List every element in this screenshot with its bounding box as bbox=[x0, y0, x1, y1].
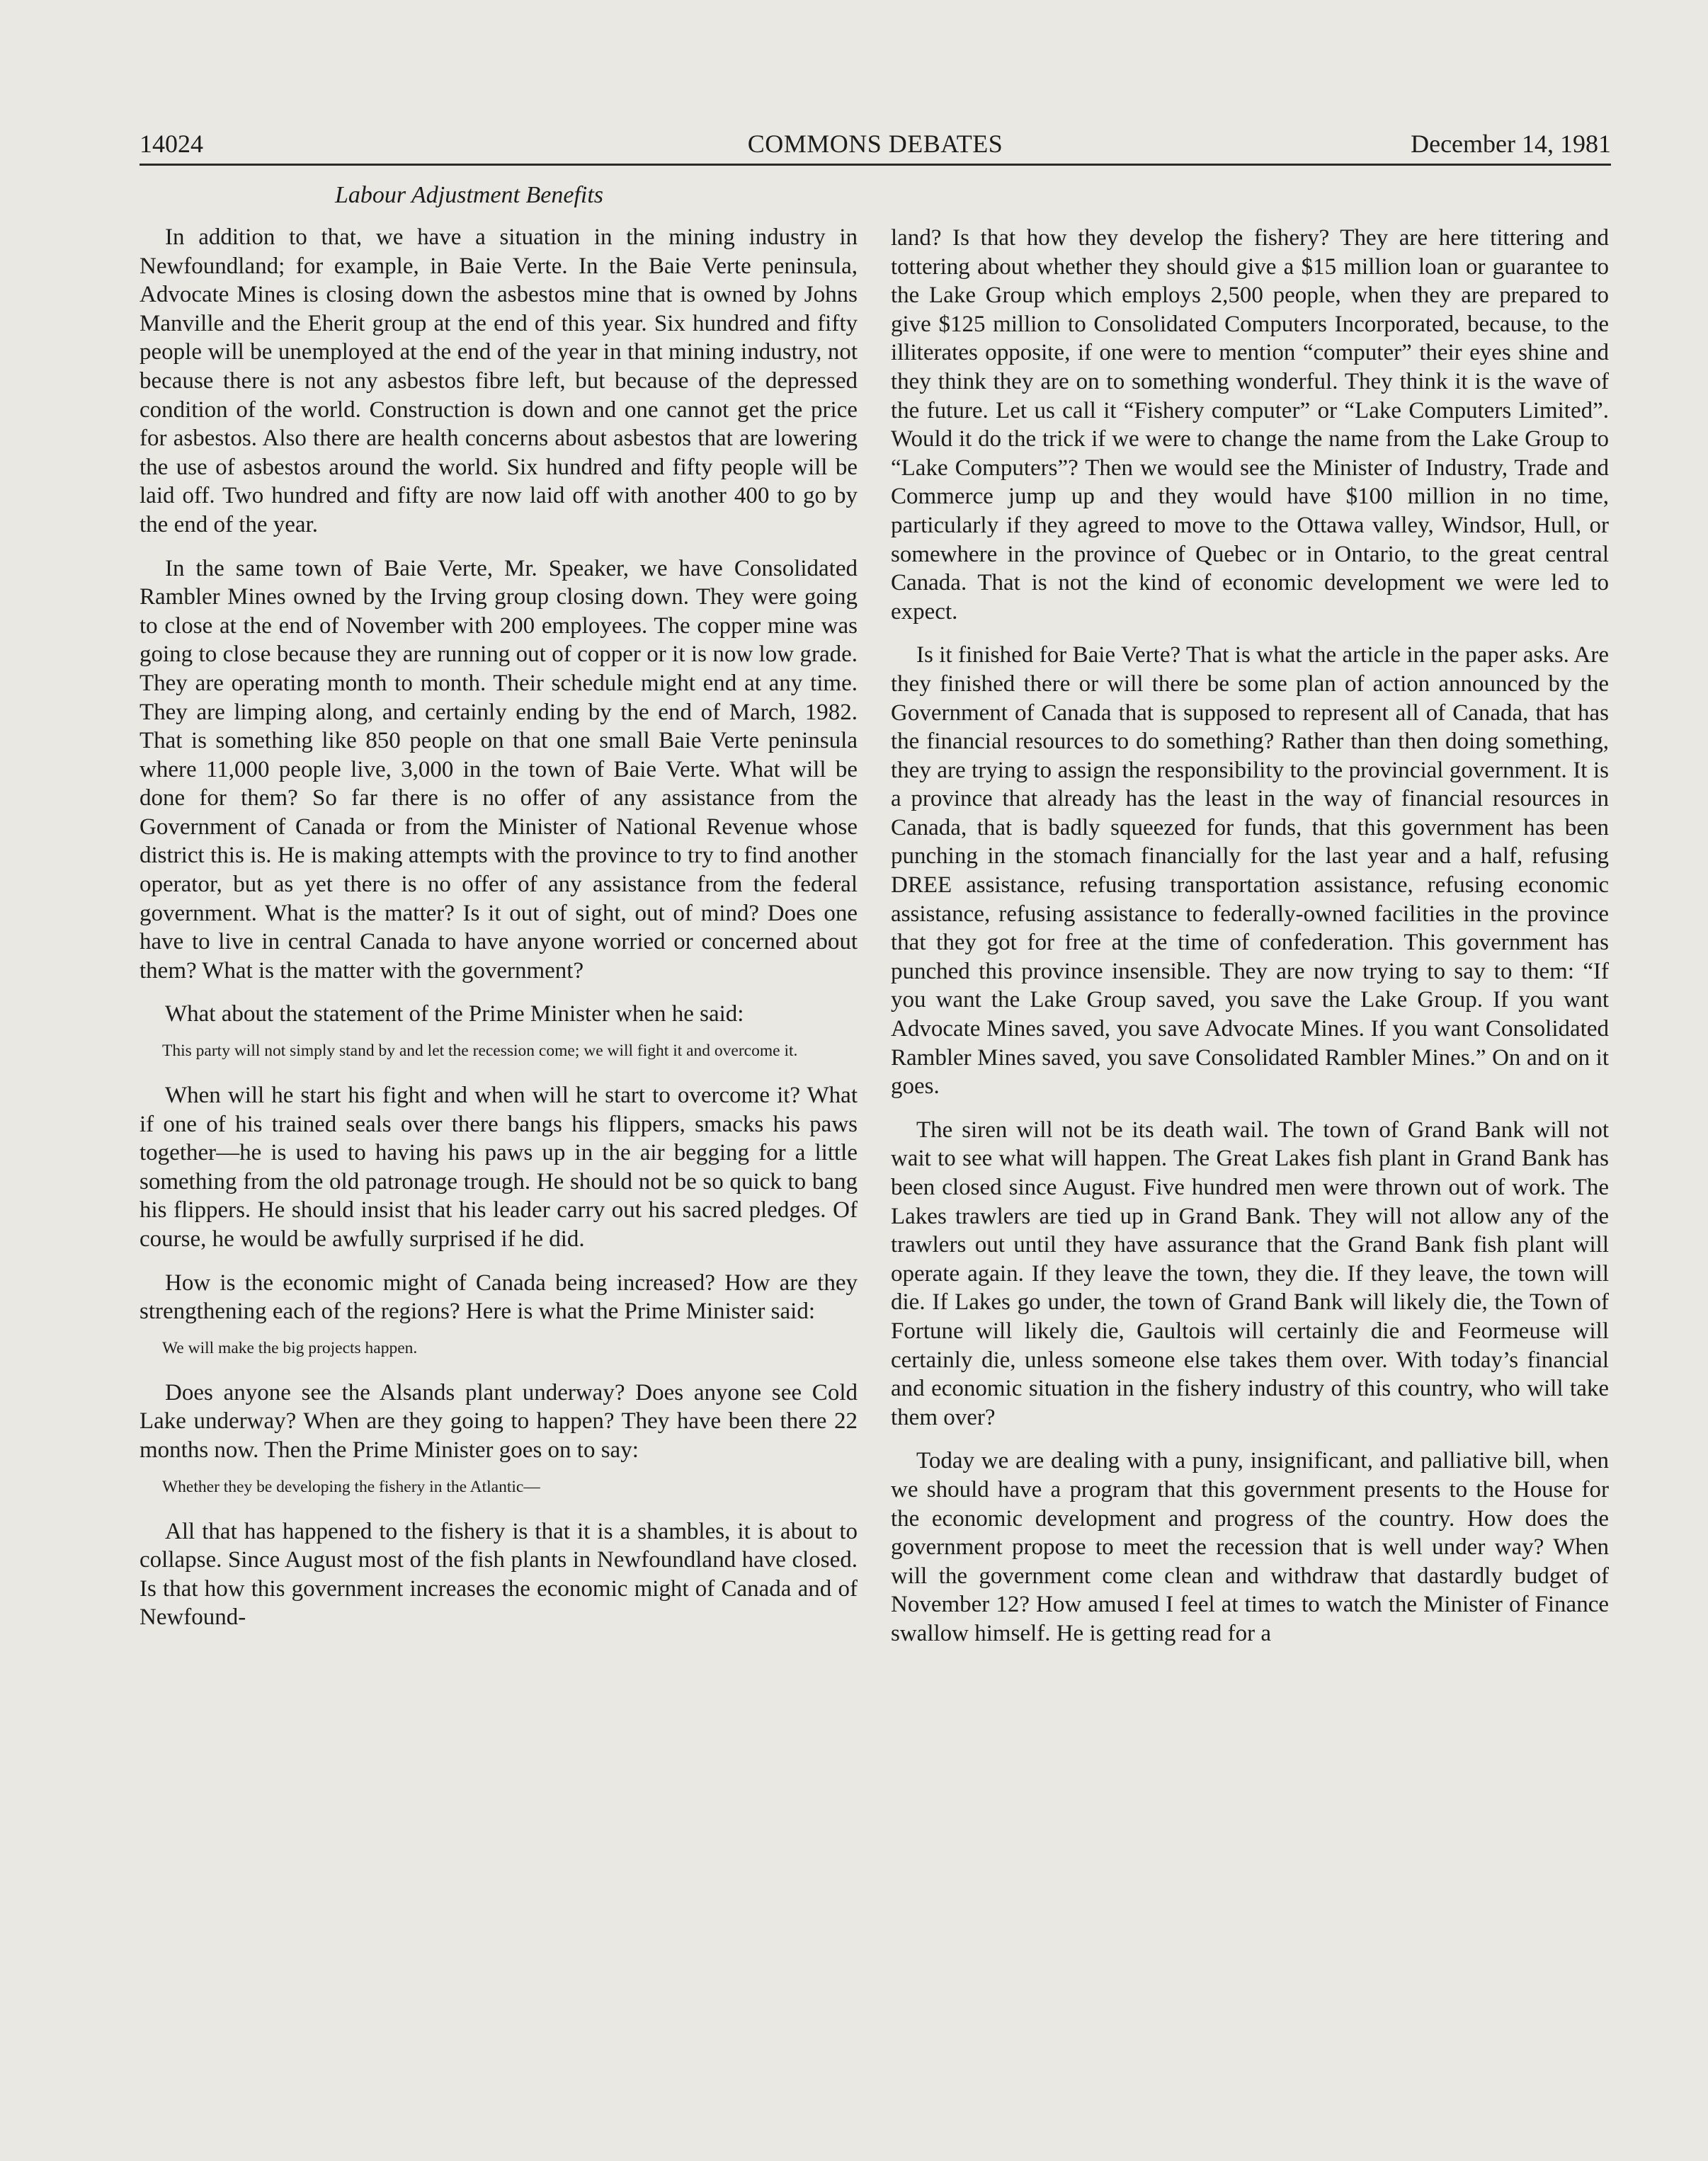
right-column bbox=[891, 224, 1609, 1663]
paragraph: When will he start his fight and when will he start to overcome it? What if one of his trained seals over there bangs his flippers, smacks his paws together—he is used to having his paws up in the air begging for a little something from the old patronage trough. He should not be so quick to bang his flippers. He should insist that his leader carry out his sacred pledges. Of course, he would be awfully surprised if he did. bbox=[140, 1083, 858, 1252]
block-quote: Whether they be developing the fishery in the Atlantic— bbox=[162, 1477, 540, 1496]
paragraph-continued: land? Is that how they develop the fishery? They are here tittering and tottering about whether they should give a $15 million loan or guarantee to the Lake Group which employs 2,500 people, when they are prepared to give $125 million to Consolidated Computers Incorporated, because, to the illiterates opposite, if one were to mention “computer” their eyes shine and they think they are on to something wonderful. They think it is the wave of the future. Let us call it “Fishery computer” or “Lake Computers Limited”. Would it do the trick if we were to change the name from the Lake Group to “Lake Computers”? Then we would see the Minister of Industry, Trade and Commerce jump up and they would have $100 million in no time, particularly if they agreed to move to the Ottawa valley, Windsor, Hull, or somewhere in the province of Quebec or in Ontario, to the great central Canada. That is not the kind of economic development we were led to expect. bbox=[891, 225, 1609, 625]
paragraph: Today we are dealing with a puny, insignificant, and palliative bill, when we should have a program that this government presents to the House for the economic development and progress of the country. How does the government propose to meet the recession that is well under way? When will the government come clean and withdraw that dastardly budget of November 12? How amused I feel at times to watch the Minister of Finance swallow himself. He is getting read for a bbox=[891, 1448, 1609, 1646]
page-number: 14024 bbox=[140, 130, 203, 158]
paragraph: Does anyone see the Alsands plant underway? Does anyone see Cold Lake underway? When are they going to happen? They have been there 22 months now. Then the Prime Minister goes on to say: bbox=[140, 1379, 858, 1463]
paragraph: In addition to that, we have a situation in the mining industry in Newfoundland; for example, in Baie Verte. In the Baie Verte peninsula, Advocate Mines is closing down the asbestos mine that is owned by Johns Manville and the Eherit group at the end of this year. Six hundred and fifty people will be unemployed at the end of the year in that mining industry, not because there is not any asbestos fibre left, but because of the depressed condition of the world. Construction is down and one cannot get the price for asbestos. Also there are health concerns about asbestos that are lowering the use of asbestos around the world. Six hundred and fifty people will be laid off. Two hundred and fifty are now laid off with another 400 to go by the end of the year. bbox=[140, 224, 858, 537]
paragraph: All that has happened to the fishery is that it is a shambles, it is about to collapse. Since August most of the fish plants in Newfoundland have closed. Is that how this government increases the economic might of Canada and of Newfound- bbox=[140, 1518, 858, 1631]
publication-title: COMMONS DEBATES bbox=[747, 130, 1003, 158]
paragraph: What about the statement of the Prime Minister when he said: bbox=[165, 1001, 744, 1027]
left-column bbox=[140, 181, 858, 1647]
paragraph: Is it finished for Baie Verte? That is what the article in the paper asks. Are they finished there or will there be some plan of action announced by the Government of Canada that is supposed to represent all of Canada, that has the financial resources to do something? Rather than then doing something, they are trying to assign the responsibility to the provincial government. It is a province that already has the least in the way of financial resources in Canada, that is badly squeezed for funds, that this government has been punching in the stomach financially for the last year and a half, refusing DREE assistance, refusing transportation assistance, refusing economic assistance, refusing assistance to federally-owned facilities in the province that they got for free at the time of confederation. This government has punched this province insensible. They are now trying to say to them: “If you want the Lake Group saved, you save the Lake Group. If you want Advocate Mines saved, you save Advocate Mines. If you want Consolidated Rambler Mines saved, you save Consolidated Rambler Mines.” On and on it goes. bbox=[891, 642, 1609, 1100]
sitting-date: December 14, 1981 bbox=[1411, 130, 1611, 158]
paragraph: In the same town of Baie Verte, Mr. Speaker, we have Consolidated Rambler Mines owned by the Irving group closing down. They were going to close at the end of November with 200 employees. The copper mine was going to close because they are running out of copper or it is now low grade. They are operating month to month. Their schedule might end at any time. They are limping along, and certainly ending by the end of March, 1982. That is something like 850 people on that one small Baie Verte peninsula where 11,000 people live, 3,000 in the town of Baie Verte. What will be done for them? So far there is no offer of any assistance from the Government of Canada or from the Minister of National Revenue whose district this is. He is making attempts with the province to try to find another operator, but as yet there is no offer of any assistance from the federal government. What is the matter? Is it out of sight, out of mind? Does one have to live in central Canada to have anyone worried or concerned about them? What is the matter with the government? bbox=[140, 555, 858, 983]
running-head bbox=[140, 126, 1611, 161]
header-rule bbox=[140, 164, 1611, 166]
block-quote: We will make the big projects happen. bbox=[162, 1338, 418, 1357]
block-quote: This party will not simply stand by and let the recession come; we will fight it and overcome it. bbox=[162, 1042, 798, 1061]
paragraph: The siren will not be its death wail. The town of Grand Bank will not wait to see what will happen. The Great Lakes fish plant in Grand Bank has been closed since August. Five hundred men were thrown out of work. The Lakes trawlers are tied up in Grand Bank. They will not allow any of the trawlers out until they have assurance that the Grand Bank fish plant will operate again. If they leave the town, they die. If they leave, the town will die. If Lakes go under, the town of Grand Bank will likely die, the Town of Fortune will likely die, Gaultois will certainly die and Feormeuse will certainly die, unless someone else takes them over. With today’s financial and economic situation in the fishery industry of this country, who will take them over? bbox=[891, 1117, 1609, 1430]
paragraph: How is the economic might of Canada being increased? How are they strengthening each of the regions? Here is what the Prime Minister said: bbox=[140, 1270, 858, 1325]
section-heading: Labour Adjustment Benefits bbox=[335, 182, 604, 208]
